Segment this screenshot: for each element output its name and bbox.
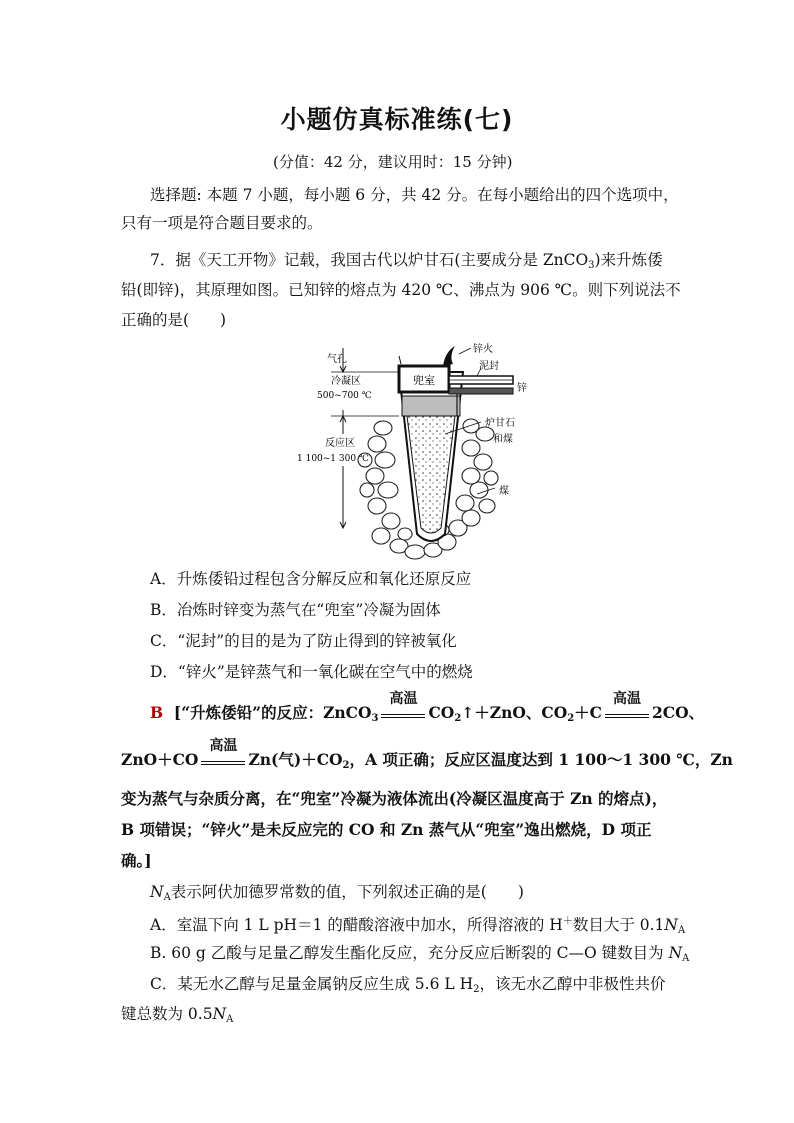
q7-option-c: C．“泥封”的目的是为了防止得到的锌被氧化: [150, 632, 457, 650]
q7-stem-line-1: 7．据《天工开物》记载，我国古代以炉甘石(主要成分是 ZnCO$_3$)来升炼倭: [150, 251, 663, 271]
reaction-zone-label: 反应区: [325, 438, 355, 449]
q8-option-c-line-1: C．某无水乙醇与足量金属钠反应生成 5.6 L $H_2$，该无水乙醇中非极性共价: [150, 975, 666, 995]
calamine-label: 炉甘石: [485, 418, 515, 429]
q8-option-b: B. 60 g 乙酸与足量乙醇发生酯化反应，充分反应后断裂的 C—O 键数目为 $N_A$: [150, 944, 690, 964]
cond-temp-label: 500~700 ℃: [317, 391, 372, 401]
chamber-label: 兜室: [413, 374, 435, 387]
q7-answer-line-5: 确。]: [121, 851, 152, 870]
coal-label: 煤: [499, 486, 509, 497]
page-title: 小题仿真标准练(七): [280, 105, 514, 134]
time-score-note: (分值：42 分，建议用时：15 分钟): [273, 153, 513, 171]
intro-line-1: 选择题: 本题 7 小题，每小题 6 分，共 42 分。在每小题给出的四个选项中，: [150, 186, 679, 204]
pore-label: 气孔: [327, 354, 347, 365]
q7-option-a: A．升炼倭铅过程包含分解反应和氧化还原反应: [150, 570, 472, 588]
intro-line-2: 只有一项是符合题目要求的。: [121, 214, 323, 232]
reaction-condition-2: 高温: [605, 706, 649, 718]
and-coal-label: 和煤: [493, 434, 513, 445]
zinc-smelting-figure: [295, 338, 555, 560]
zinc-fire-flame: [443, 346, 455, 366]
zinc-fire-label: 锌火: [473, 344, 493, 355]
q7-option-d: D．“锌火”是锌蒸气和一氧化碳在空气中的燃烧: [150, 663, 473, 681]
zinc-label: 锌: [517, 383, 527, 394]
q7-option-b: B．冶炼时锌变为蒸气在“兜室”冷凝为固体: [150, 601, 441, 619]
q7-answer-line-3: 变为蒸气与杂质分离，在“兜室”冷凝为液体流出(冷凝区温度高于 Zn 的熔点)，: [121, 789, 668, 808]
cond-zone-label: 冷凝区: [331, 376, 361, 387]
reaction-condition-3: 高温: [201, 753, 245, 765]
q8-option-c-line-2: 键总数为 $0.5N_A$: [121, 1005, 234, 1025]
reaction-condition-1: 高温: [381, 706, 425, 718]
q7-stem-line-3: 正确的是( ): [121, 311, 227, 329]
q7-answer-line-1: B [“升炼倭铅”的反应：ZnCO$_3$ 高温 $CO_2↑+ZnO$、$CO_2+C$ 高温 2CO、: [150, 691, 705, 724]
q7-answer-line-4: B 项错误；“锌火”是未反应完的 CO 和 Zn 蒸气从“兜室”逸出燃烧，D 项正: [121, 820, 652, 839]
q7-stem-line-2: 铅(即锌)，其原理如图。已知锌的熔点为 420 ℃、沸点为 906 ℃。则下列说法不: [121, 281, 681, 299]
mud-seal-label: 泥封: [479, 361, 499, 372]
answer-letter: B: [150, 703, 164, 722]
q8-stem: $N_A$表示阿伏加德罗常数的值，下列叙述正确的是( ): [150, 883, 524, 903]
reaction-temp-label: 1 100~1 300 ℃: [297, 454, 369, 464]
q8-option-a: A．室温下向 1 L pH＝1 的醋酸溶液中加水，所得溶液的 H＋数目大于 $0.1N_A$: [150, 916, 686, 936]
q7-answer-line-2: ZnO＋CO 高温 Zn(气)$+CO_2$，A 项正确；反应区温度达到 1 100～1 300 ℃，Zn: [121, 738, 733, 771]
